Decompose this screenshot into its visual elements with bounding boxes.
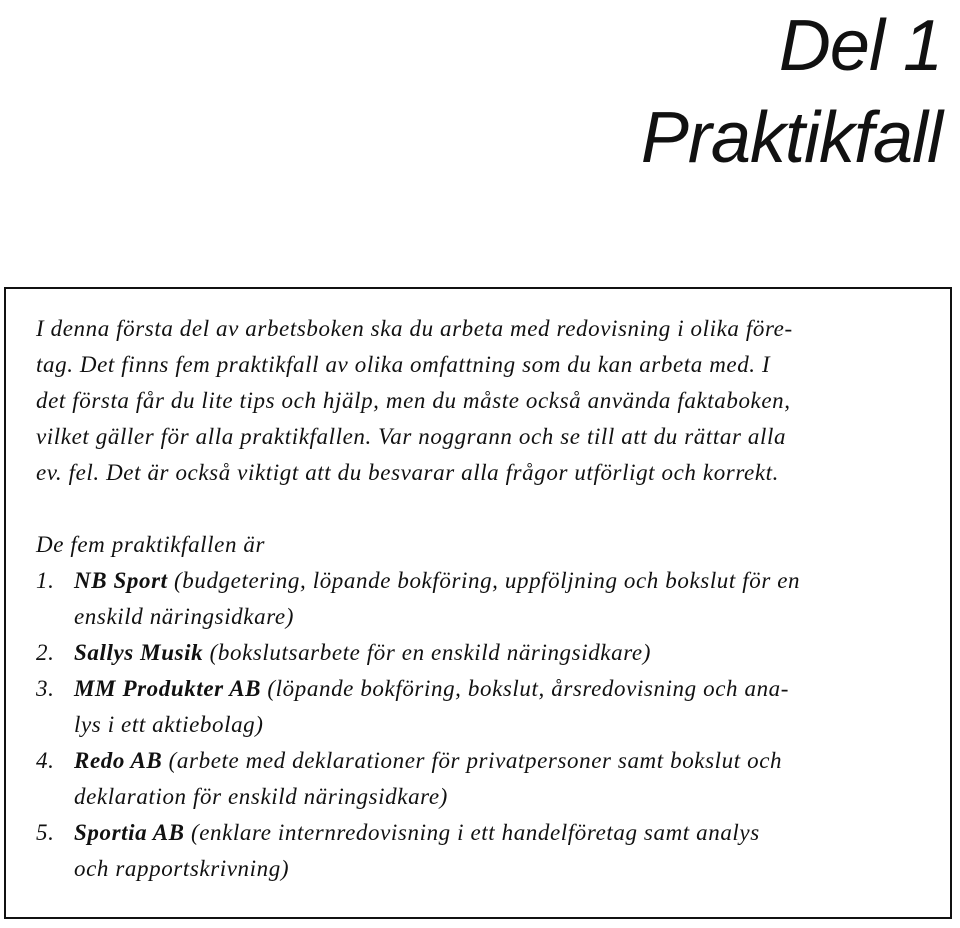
title-line-2: Praktikfall	[640, 98, 942, 178]
case-description: (löpande bokföring, bokslut, årsredovisning och ana-	[261, 676, 790, 701]
list-item-number: 1.	[36, 568, 55, 593]
case-description-continued: deklaration för enskild näringsidkare)	[74, 784, 448, 809]
page-title	[641, 0, 942, 184]
case-description: (enklare internredovisning i ett handelföretag samt analys	[184, 820, 760, 845]
info-content	[36, 311, 936, 887]
case-name: MM Produkter AB	[74, 676, 262, 701]
case-name: Redo AB	[74, 748, 163, 773]
info-box	[4, 287, 952, 919]
intro-line: I denna första del av arbetsboken ska du arbeta med redovisning i olika före-	[36, 316, 793, 341]
intro-line: tag. Det finns fem praktikfall av olika omfattning som du kan arbeta med. I	[36, 352, 771, 377]
list-heading: De fem praktikfallen är	[36, 532, 266, 557]
list-item	[36, 635, 936, 671]
case-description: (bokslutsarbete för en enskild näringsidkare)	[203, 640, 651, 665]
list-item-number: 5.	[36, 820, 55, 845]
case-list	[36, 563, 936, 887]
case-name: Sallys Musik	[74, 640, 204, 665]
case-description: (arbete med deklarationer för privatpersoner samt bokslut och	[162, 748, 783, 773]
case-description-continued: och rapportskrivning)	[74, 856, 290, 881]
list-item-line	[74, 563, 936, 599]
intro-paragraph	[36, 311, 936, 491]
list-item-line	[74, 743, 936, 779]
list-item	[36, 563, 936, 635]
case-description-continued: lys i ett aktiebolag)	[74, 712, 264, 737]
list-item	[36, 743, 936, 815]
case-name: Sportia AB	[74, 820, 185, 845]
list-item	[36, 671, 936, 743]
list-item-line	[74, 815, 936, 851]
intro-line: vilket gäller för alla praktikfallen. Var noggrann och se till att du rättar alla	[36, 424, 787, 449]
list-item-line	[74, 671, 936, 707]
case-description-continued: enskild näringsidkare)	[74, 604, 294, 629]
title-line-1: Del 1	[778, 6, 942, 86]
intro-line: det första får du lite tips och hjälp, men du måste också använda faktaboken,	[36, 388, 791, 413]
list-item-number: 3.	[36, 676, 55, 701]
list-item	[36, 815, 936, 887]
case-description: (budgetering, löpande bokföring, uppföljning och bokslut för en	[167, 568, 801, 593]
intro-line: ev. fel. Det är också viktigt att du besvarar alla frågor utförligt och korrekt.	[36, 460, 779, 485]
list-item-number: 4.	[36, 748, 55, 773]
case-name: NB Sport	[74, 568, 168, 593]
list-item-number: 2.	[36, 640, 55, 665]
list-item-line	[74, 635, 936, 671]
